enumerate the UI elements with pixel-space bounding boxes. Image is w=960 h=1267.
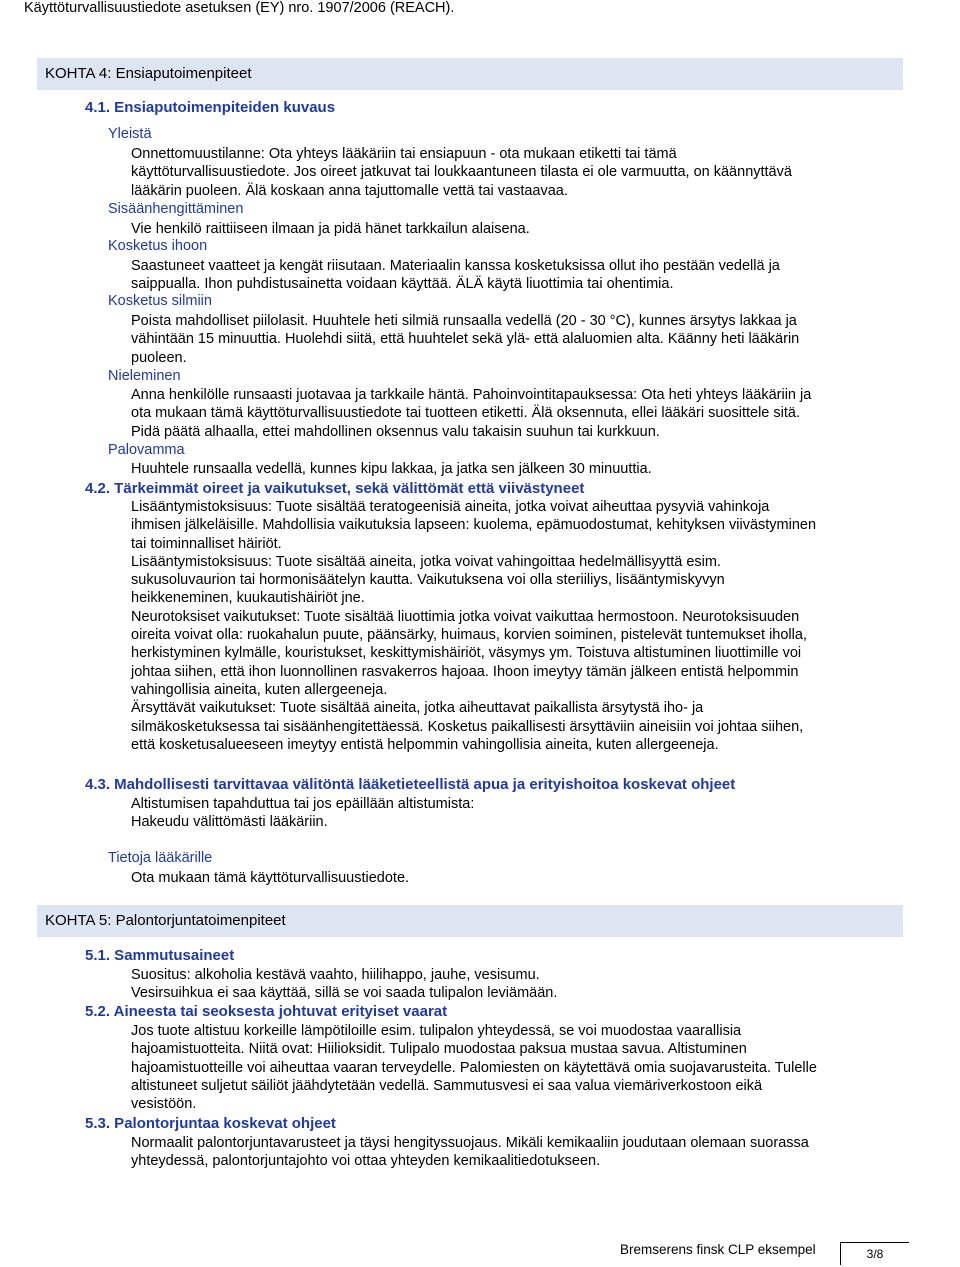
text-4-2: [131, 498, 891, 754]
label-yleista: Yleistä: [108, 126, 152, 142]
text-line: Onnettomuustilanne: Ota yhteys lääkäriin tai ensiapuun - ota mukaan etiketti tai tämä: [131, 146, 677, 162]
subsection-title-4-1: 4.1. Ensiaputoimenpiteiden kuvaus: [85, 99, 336, 116]
text-line: ihmisen jälkeläisille. Mahdollisia vaikutuksia lapseen: kuolema, epämuodostumat, kehityksen viivästyminen: [131, 517, 817, 534]
text-line: heikkeneminen, kuukautishäiriöt jne.: [131, 590, 365, 607]
text-line: Vie henkilö raittiiseen ilmaan ja pidä hänet tarkkailun alaisena.: [131, 221, 530, 237]
subsection-title-4-3: 4.3. Mahdollisesti tarvittavaa välitöntä lääketieteellistä apua ja erityishoitoa koskevat ohjeet: [85, 776, 736, 793]
text-line: Neurotoksiset vaikutukset: Tuote sisältää liuottimia jotka voivat vaikuttaa hermostoon. Neurotoksisuuden: [131, 608, 800, 625]
section-heading-kohta-4: KOHTA 4: Ensiaputoimenpiteet: [37, 58, 903, 90]
text-line: Altistumisen tapahduttua tai jos epäillään altistumista:: [131, 796, 475, 812]
label-kosketus-silmiin: Kosketus silmiin: [108, 293, 212, 309]
text-line: Ärsyttävät vaikutukset: Tuote sisältää aineita, jotka aiheuttavat paikallista ärsytystä iho- ja: [131, 700, 704, 717]
text-line: silmäkosketuksessa tai sisäänhengitettäessä. Kosketus paikallisesti ärsyttäviin aineisiin voi johtaa siihen,: [131, 718, 804, 735]
label-kosketus-ihoon: Kosketus ihoon: [108, 238, 208, 254]
document-header: Käyttöturvallisuustiedote asetuksen (EY) nro. 1907/2006 (REACH).: [24, 0, 455, 16]
label-palovamma: Palovamma: [108, 442, 185, 458]
page-number: 3/8: [840, 1242, 909, 1265]
section-heading-kohta-5: KOHTA 5: Palontorjuntatoimenpiteet: [37, 905, 903, 937]
text-5-1: [131, 966, 891, 1003]
label-nieleminen: Nieleminen: [108, 368, 181, 384]
subsection-title-5-3: 5.3. Palontorjuntaa koskevat ohjeet: [85, 1115, 336, 1132]
subsection-title-5-1: 5.1. Sammutusaineet: [85, 947, 235, 964]
text-line: Vesirsuihkua ei saa käyttää, sillä se voi saada tulipalon leviämään.: [131, 985, 558, 1002]
footer-product-name: Bremserens finsk CLP eksempel: [620, 1242, 816, 1257]
text-line: Suositus: alkoholia kestävä vaahto, hiilihappo, jauhe, vesisumu.: [131, 967, 540, 983]
text-kosketus-ihoon: [131, 257, 891, 294]
text-line: Pidä päätä alhaalla, ettei mahdollinen oksennus valu takaisin suuhun tai kurkkuun.: [131, 423, 660, 440]
text-line: Ota mukaan tämä käyttöturvallisuustiedote.: [131, 870, 410, 886]
text-line: vahingollisia aineita, kuten allergeeneja.: [131, 681, 388, 698]
text-line: että kosketusalueeseen imeytyy entistä helpommin vahingollisia aineita, kuten allergeeneja.: [131, 736, 719, 753]
text-line: yhteydessä, palontorjuntajohto voi ottaa yhteyden kemikaalitiedotukseen.: [131, 1153, 601, 1170]
text-line: Normaalit palontorjuntavarusteet ja täysi hengityssuojaus. Mikäli kemikaaliin joudutaan olemaan suorassa: [131, 1135, 809, 1151]
label-sisaanhengittaminen: Sisäänhengittäminen: [108, 201, 244, 217]
text-line: puoleen.: [131, 349, 187, 366]
text-sisaanhengittaminen: [131, 220, 891, 238]
text-4-3: [131, 795, 891, 832]
text-palovamma: [131, 460, 891, 478]
text-line: sukusoluvaurion tai hormonisäätelyn kautta. Vaikutuksena voi olla steriiliys, lisääntymiskyvyn: [131, 572, 725, 589]
text-5-3: [131, 1134, 891, 1171]
text-line: hajoamistuotteille voi aiheuttaa vaaran terveydelle. Palomiesten on käytettävä omia suojavarusteita. Tulelle: [131, 1059, 817, 1076]
text-line: oireita voivat olla: ruokahalun puute, päänsärky, huimaus, korvien soiminen, pistelevät tuntemukset iholla,: [131, 627, 807, 644]
subsection-title-4-2: 4.2. Tärkeimmät oireet ja vaikutukset, sekä välittömät että viivästyneet: [85, 480, 585, 497]
text-line: johtaa siihen, että ihon luonnollinen rasvakerros hajoaa. Ihoon imeytyy tämän jälkeen entistä helpommin: [131, 663, 799, 680]
text-5-2: [131, 1022, 891, 1113]
text-tietoja-laakarille: [131, 869, 891, 887]
text-line: vesistöön.: [131, 1096, 197, 1113]
text-kosketus-silmiin: [131, 312, 891, 367]
text-line: käyttöturvallisuustiedote. Jos oireet jatkuvat tai loukkaantuneen tilasta ei ole varmuutta, on käännyttävä: [131, 164, 792, 181]
subsection-title-5-2: 5.2. Aineesta tai seoksesta johtuvat erityiset vaarat: [85, 1003, 448, 1020]
text-line: tai toiminnalliset häiriöt.: [131, 535, 282, 552]
text-line: Hakeudu välittömästi lääkäriin.: [131, 814, 328, 831]
text-line: herkistyminen kylmälle, kouristukset, keskittymishäiriöt, väsymys ym. Toistuva altistuminen liuottimille voi: [131, 645, 802, 662]
text-line: vähintään 15 minuuttia. Huolehdi siitä, että huuhtelet sekä ylä- että alaluomien alta. Käänny heti lääkärin: [131, 331, 800, 348]
text-line: hajoamistuotteita. Niitä ovat: Hiilioksidit. Tulipalo muodostaa paksua mustaa savua. Altistuminen: [131, 1041, 747, 1058]
text-line: Saastuneet vaatteet ja kengät riisutaan. Materiaalin kanssa kosketuksissa ollut iho pestään vedellä ja: [131, 258, 780, 274]
text-nieleminen: [131, 386, 891, 441]
text-line: altistuneet suljetut säiliöt jäähdytetään vedellä. Sammutusvesi ei saa valua viemäriverkostoon eikä: [131, 1077, 763, 1094]
text-line: Lisääntymistoksisuus: Tuote sisältää teratogeenisiä aineita, jotka voivat aiheuttaa pysyviä vahinkoja: [131, 499, 770, 515]
text-line: lääkärin puoleen. Älä koskaan anna tajuttomalle vettä tai vastaavaa.: [131, 182, 568, 199]
text-line: Poista mahdolliset piilolasit. Huuhtele heti silmiä runsaalla vedellä (20 - 30 °C), kunnes ärsytys lakkaa ja: [131, 313, 797, 329]
text-line: ota mukaan tämä käyttöturvallisuustiedote tai tuotteen etiketti. Älä oksennuta, ellei lääkäri suosittele sitä.: [131, 405, 800, 422]
label-tietoja-laakarille: Tietoja lääkärille: [108, 850, 213, 866]
text-line: saippualla. Ihon puhdistusainetta voidaan käyttää. ÄLÄ käytä liuottimia tai ohentimia.: [131, 276, 674, 293]
text-line: Anna henkilölle runsaasti juotavaa ja tarkkaile häntä. Pahoinvointitapauksessa: Ota heti yhteys lääkäriin ja: [131, 387, 812, 403]
text-line: Jos tuote altistuu korkeille lämpötiloille esim. tulipalon yhteydessä, se voi muodostaa vaarallisia: [131, 1023, 742, 1039]
text-line: Huuhtele runsaalla vedellä, kunnes kipu lakkaa, ja jatka sen jälkeen 30 minuuttia.: [131, 461, 652, 477]
text-line: Lisääntymistoksisuus: Tuote sisältää aineita, jotka voivat vahingoittaa hedelmällisyyttä esim.: [131, 553, 721, 570]
text-yleista: [131, 145, 891, 200]
